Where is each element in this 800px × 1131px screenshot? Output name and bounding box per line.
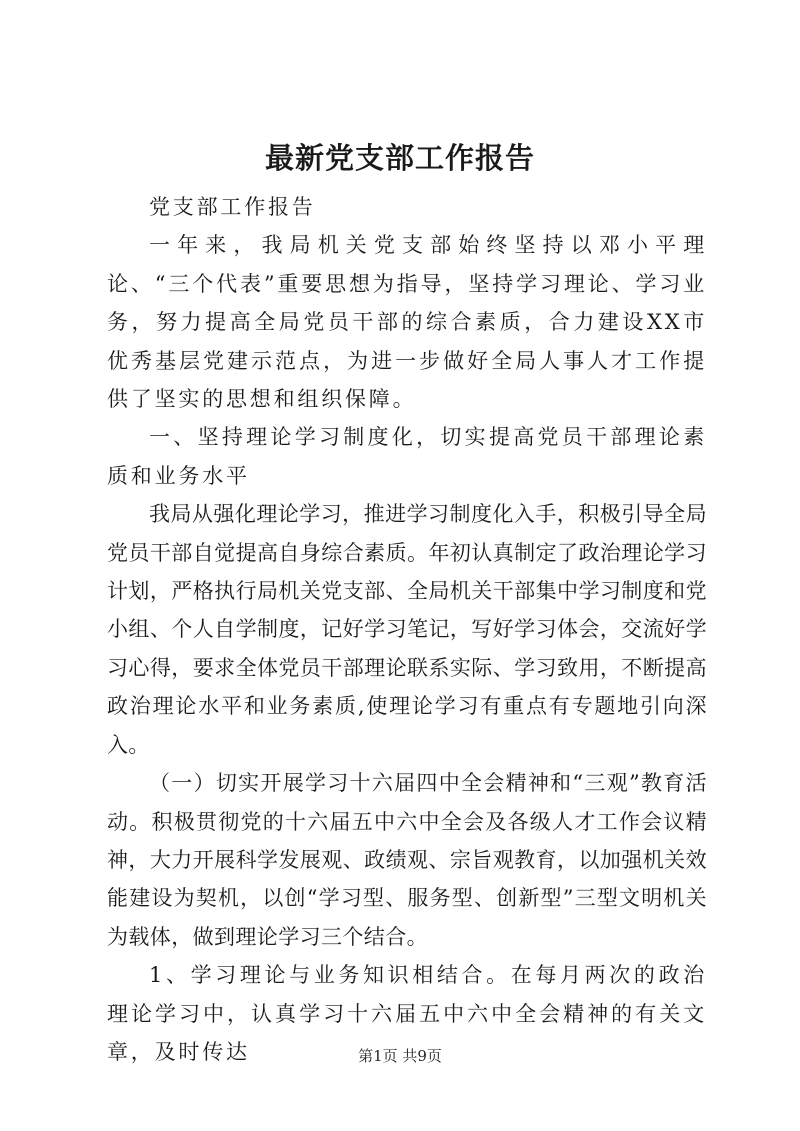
paragraph-section-heading: 一、坚持理论学习制度化，切实提高党员干部理论素质和业务水平 xyxy=(107,425,707,488)
paragraph-item: 1、学习理论与业务知识相结合。在每月两次的政治理论学习中，认真学习十六届五中六中全会精神的有关文章，及时传达 xyxy=(107,963,707,1064)
document-body xyxy=(107,188,707,1071)
page-footer: 第1页 共9页 xyxy=(358,1047,442,1065)
document-title: 最新党支部工作报告 xyxy=(264,141,535,175)
paragraph-body: 我局从强化理论学习，推进学习制度化入手，积极引导全局党员干部自觉提高自身综合素质。年初认真制定了政治理论学习计划，严格执行局机关党支部、全局机关干部集中学习制度和党小组、个人自学制度，记好学习笔记，写好学习体会，交流好学习心得，要求全体党员干部理论联系实际、学习致用，不断提高政治理论水平和业务素质,使理论学习有重点有专题地引向深入。 xyxy=(107,502,707,757)
paragraph-intro: 一年来，我局机关党支部始终坚持以邓小平理论、“三个代表”重要思想为指导，坚持学习理论、学习业务，努力提高全局党员干部的综合素质，合力建设XX市优秀基层党建示范点，为进一步做好全局人事人才工作提供了坚实的思想和组织保障。 xyxy=(107,233,707,412)
paragraph-subsection: （一）切实开展学习十六届四中全会精神和“三观”教育活动。积极贯彻党的十六届五中六中全会及各级人才工作会议精神，大力开展科学发展观、政绩观、宗旨观教育，以加强机关效能建设为契机，以创“学习型、服务型、创新型”三型文明机关为载体，做到理论学习三个结合。 xyxy=(107,771,707,949)
paragraph-subtitle: 党支部工作报告 xyxy=(149,195,316,219)
